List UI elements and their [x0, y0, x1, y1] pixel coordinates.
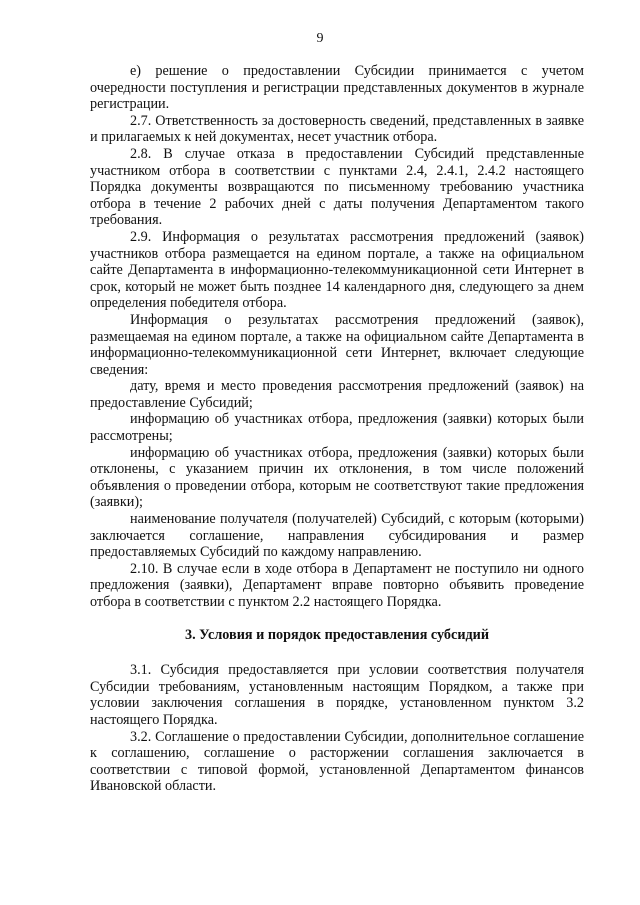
- paragraph-3-2: 3.2. Соглашение о предоставлении Субсидии, дополнительное соглашение к соглашению, соглашение о расторжении соглашения заключается в соответствии с типовой формой, установленной Департаментом финансов Ивановской области.: [90, 728, 584, 795]
- paragraph-item-e: е) решение о предоставлении Субсидии принимается с учетом очередности поступления и регистрации представленных документов в журнале регистрации.: [90, 63, 584, 113]
- paragraph-info-intro: Информация о результатах рассмотрения предложений (заявок), размещаемая на едином портале, а также на официальном сайте Департамента в информационно-телекоммуникационной сети Интернет, включает следующие сведения:: [90, 311, 584, 378]
- paragraph-2-10: 2.10. В случае если в ходе отбора в Департамент не поступило ни одного предложения (заявки), Департамент вправе повторно объявить проведение отбора в соответствии с пунктом 2.2 настоящего Порядка.: [90, 560, 584, 610]
- paragraph-2-8: 2.8. В случае отказа в предоставлении Субсидий представленные участником отбора в соответствии с пунктами 2.4, 2.4.1, 2.4.2 настоящего Порядка документы возвращаются по письменному требованию участника отбора в течение 2 рабочих дней с даты получения Департаментом такого требования.: [90, 145, 584, 229]
- paragraph-info-date: дату, время и место проведения рассмотрения предложений (заявок) на предоставление Субсидий;: [90, 378, 584, 411]
- document-body: [90, 63, 584, 795]
- paragraph-2-7: 2.7. Ответственность за достоверность сведений, представленных в заявке и прилагаемых к ней документах, несет участник отбора.: [90, 112, 584, 146]
- paragraph-3-1: 3.1. Субсидия предоставляется при условии соответствия получателя Субсидии требованиям, установленным настоящим Порядком, а также при условии заключения соглашения в порядке, установленном пунктом 3.2 настоящего Порядка.: [90, 662, 584, 728]
- paragraph-info-rejected: информацию об участниках отбора, предложения (заявки) которых были отклонены, с указанием причин их отклонения, в том числе положений объявления о проведении отбора, которым не соответствуют такие предложения (заявки);: [90, 444, 584, 511]
- paragraph-info-recipients: наименование получателя (получателей) Субсидий, с которым (которыми) заключается соглашение, направления субсидирования и размер предоставляемых Субсидий по каждому направлению.: [90, 511, 584, 561]
- paragraph-info-reviewed: информацию об участниках отбора, предложения (заявки) которых были рассмотрены;: [90, 411, 584, 445]
- paragraph-2-9: 2.9. Информация о результатах рассмотрения предложений (заявок) участников отбора размещается на едином портале, а также на официальном сайте Департамента в информационно-телекоммуникационной сети Интернет в срок, который не может быть позднее 14 календарного дня, следующего за днем определения победителя отбора.: [90, 228, 584, 312]
- page-number: 9: [316, 31, 324, 46]
- section-heading: 3. Условия и порядок предоставления субсидий: [184, 626, 490, 643]
